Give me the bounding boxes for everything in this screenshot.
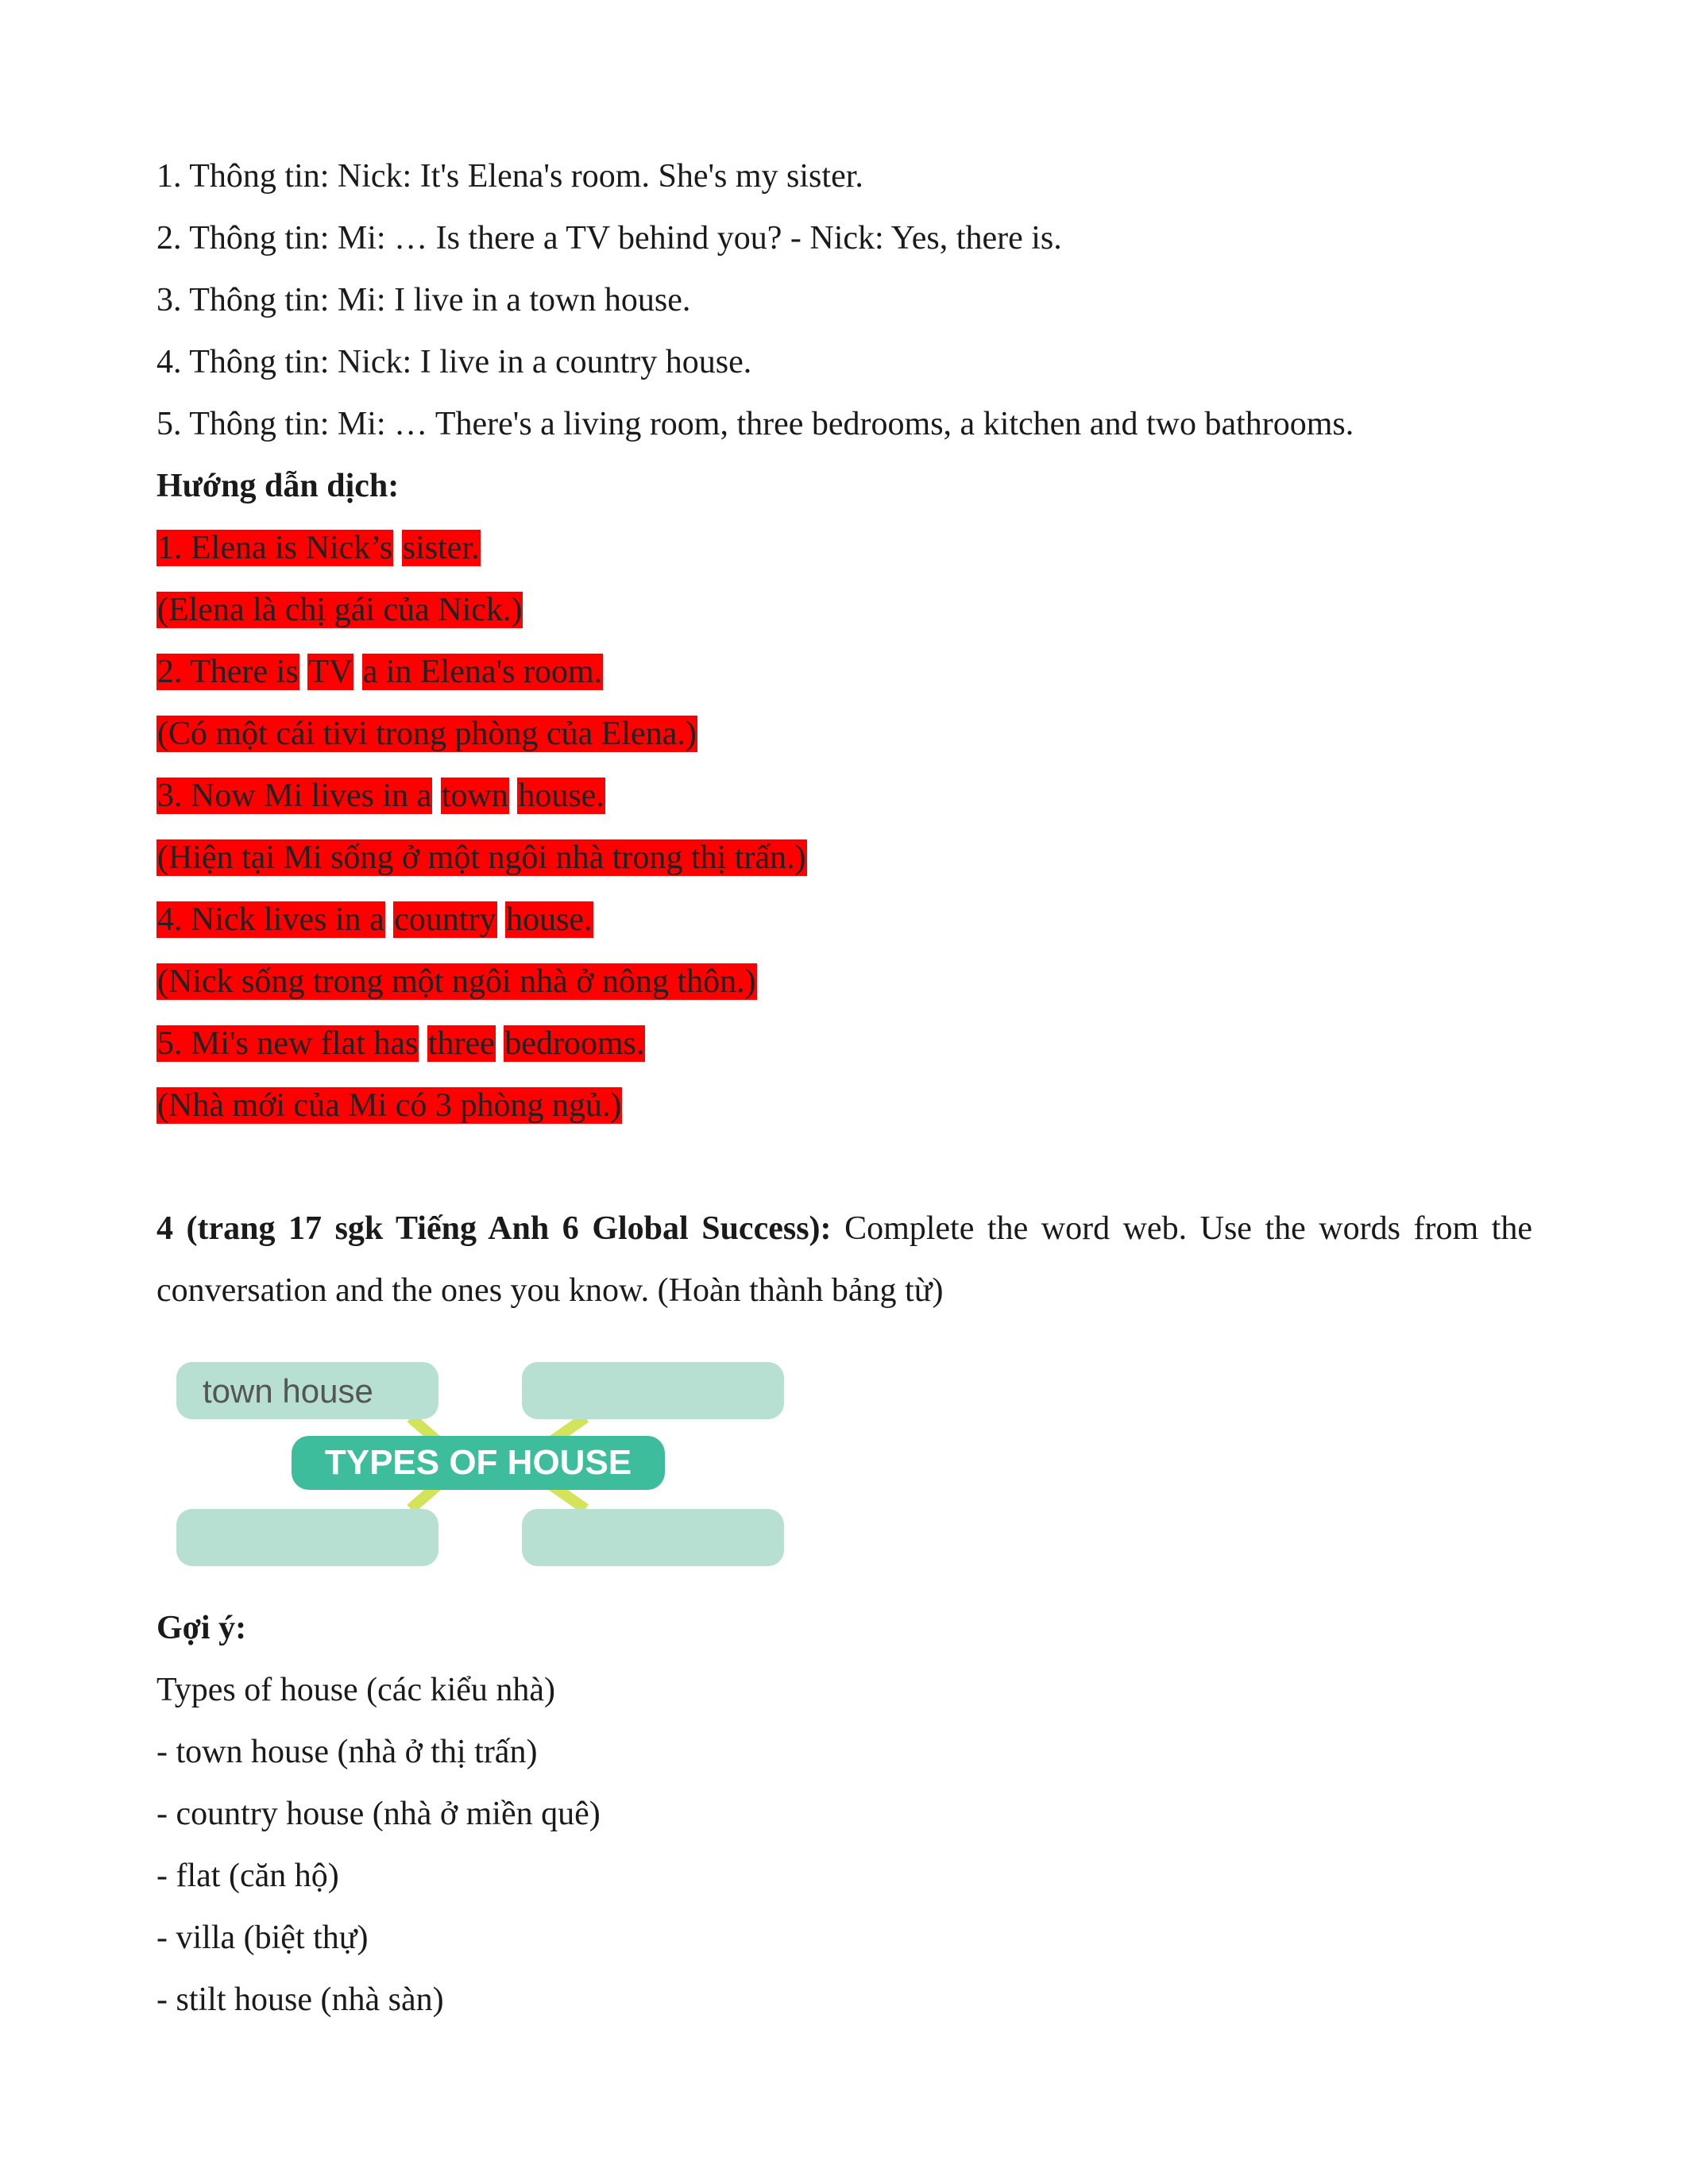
hint-item-2: - country house (nhà ở miền quê) (156, 1796, 601, 1832)
translation-5-vi (156, 1085, 622, 1126)
highlight-text: country (394, 901, 496, 938)
translation-2-vi (156, 713, 697, 754)
translation-5-en (156, 1023, 645, 1064)
highlight-text: 5. Mi's new flat has (157, 1025, 419, 1062)
highlight-text: (Nhà mới của Mi có 3 phòng ngủ.) (157, 1087, 622, 1124)
highlight-text: sister. (402, 530, 480, 566)
word-box-bottom-left (176, 1509, 438, 1566)
translation-4-vi (156, 961, 757, 1002)
info-line-3: 3. Thông tin: Mi: I live in a town house. (156, 282, 691, 318)
exercise-4-paragraph (156, 1198, 1532, 1322)
highlight-text: 2. There is (157, 654, 299, 690)
highlight-text: (Nick sống trong một ngôi nhà ở nông thôn.) (157, 963, 756, 1000)
highlight-text: bedrooms. (504, 1025, 645, 1062)
highlight-text: 4. Nick lives in a (157, 901, 384, 938)
hint-title: Types of house (các kiểu nhà) (156, 1672, 556, 1708)
hint-heading: Gợi ý: (156, 1610, 247, 1646)
highlight-text: (Hiện tại Mi sống ở một ngôi nhà trong thị trấn.) (157, 839, 806, 876)
translation-1-vi (156, 589, 523, 631)
word-box-bottom-right (522, 1509, 784, 1566)
translation-4-en (156, 899, 593, 940)
translation-1-en (156, 527, 481, 569)
highlight-text: (Có một cái tivi trong phòng của Elena.) (157, 716, 697, 752)
translation-3-en (156, 775, 605, 816)
hint-item-1: - town house (nhà ở thị trấn) (156, 1734, 538, 1770)
highlight-text: a in Elena's room. (362, 654, 603, 690)
exercise-4-text: Complete the word web. Use the words from the conversation and the ones you know. (Hoàn thành bảng từ) (156, 1210, 1532, 1309)
hint-item-5: - stilt house (nhà sàn) (156, 1981, 444, 2018)
word-web-figure (172, 1342, 800, 1580)
highlight-text: 1. Elena is Nick’s (157, 530, 393, 566)
hint-item-3: - flat (căn hộ) (156, 1858, 339, 1894)
translation-3-vi (156, 837, 807, 878)
info-line-5: 5. Thông tin: Mi: … There's a living room, three bedrooms, a kitchen and two bathrooms. (156, 406, 1354, 442)
highlight-text: town (441, 778, 508, 814)
highlight-text: 3. Now Mi lives in a (157, 778, 432, 814)
hint-item-4: - villa (biệt thự) (156, 1920, 369, 1956)
word-box-top-left-label: town house (203, 1372, 373, 1410)
highlight-text: three (427, 1025, 495, 1062)
translation-heading: Hướng dẫn dịch: (156, 468, 400, 504)
info-line-2: 2. Thông tin: Mi: … Is there a TV behind you? - Nick: Yes, there is. (156, 220, 1062, 257)
word-web-center-label: TYPES OF HOUSE (324, 1443, 632, 1482)
highlight-text: house. (506, 901, 593, 938)
info-line-4: 4. Thông tin: Nick: I live in a country house. (156, 344, 752, 380)
exercise-4-label: 4 (trang 17 sgk Tiếng Anh 6 Global Success): (156, 1210, 832, 1247)
word-web-svg (172, 1342, 800, 1580)
highlight-text: TV (308, 654, 353, 690)
info-line-1: 1. Thông tin: Nick: It's Elena's room. She's my sister. (156, 158, 863, 195)
highlight-text: house. (518, 778, 605, 814)
word-box-top-right (522, 1362, 784, 1419)
highlight-text: (Elena là chị gái của Nick.) (157, 592, 523, 628)
translation-2-en (156, 651, 603, 693)
